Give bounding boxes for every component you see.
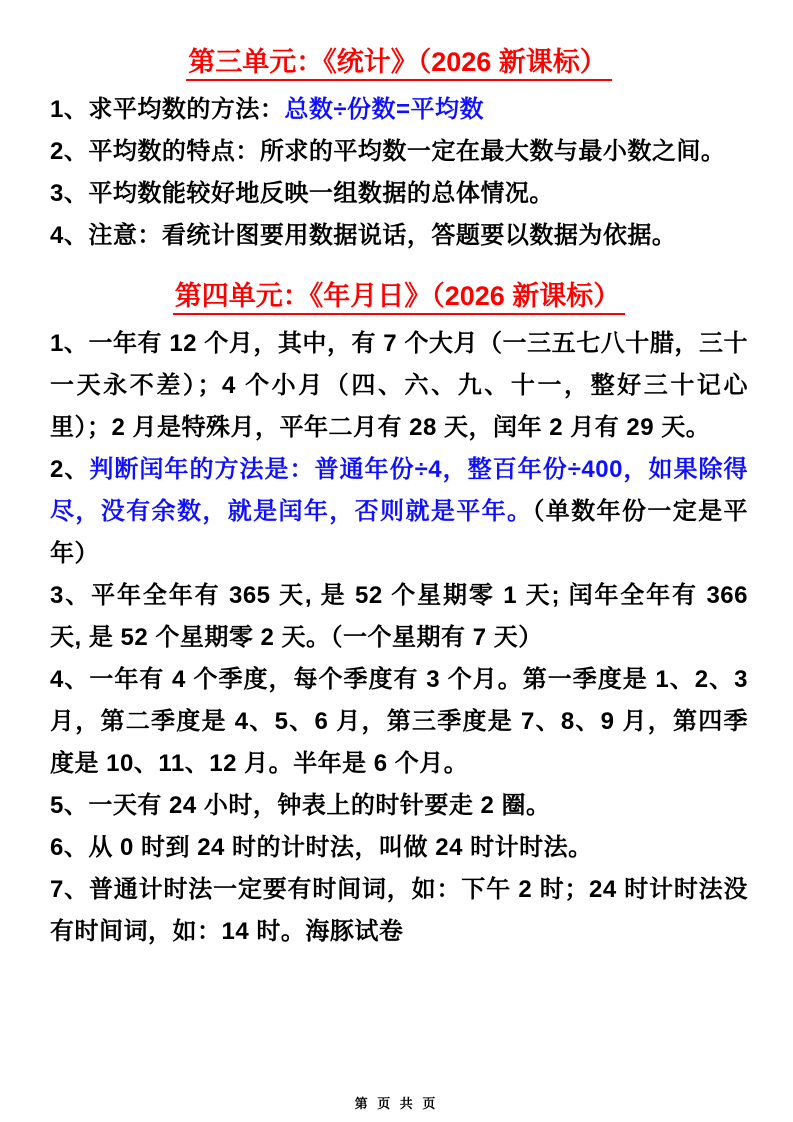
text-segment: 1、一年有 12 个月，其中，有 7 个大月（一三五七八十腊，三十一天永不差）；4 个小月（四、六、九、十一，整好三十记心里）；2 月是特殊月，平年二月有 28 天，闰年 2 月有 29 天。 xyxy=(50,330,748,441)
unit4-note-6 xyxy=(50,827,748,869)
unit3-note-4 xyxy=(50,215,748,257)
text-segment: （单数年份一定是平年） xyxy=(50,498,749,567)
unit3-note-1 xyxy=(50,89,748,131)
unit4-note-3 xyxy=(50,575,748,659)
section-unit4 xyxy=(50,276,748,953)
section-unit3-title xyxy=(50,42,748,82)
text-segment: 7、普通计时法一定要有时间词，如：下午 2 时；24 时计时法没有时间词，如：14 时。海豚试卷 xyxy=(50,876,748,945)
unit4-note-7 xyxy=(50,869,748,953)
section-unit4-title xyxy=(50,276,748,316)
unit3-note-2 xyxy=(50,131,748,173)
page-number-footer: 第 页 共 页 xyxy=(354,1096,439,1111)
unit3-note-3 xyxy=(50,173,748,215)
text-segment: 4、注意：看统计图要用数据说话，答题要以数据为依据。 xyxy=(50,222,677,249)
section-unit3-title-text: 第三单元：《统计》（2026 新课标） xyxy=(186,47,612,81)
unit4-note-4 xyxy=(50,659,748,785)
unit4-note-1 xyxy=(50,323,748,449)
formula-text: 总数÷份数=平均数 xyxy=(284,96,485,123)
unit4-note-5 xyxy=(50,785,748,827)
section-unit3 xyxy=(50,42,748,257)
unit4-note-2 xyxy=(50,449,748,575)
section-unit4-title-text: 第四单元：《年月日》（2026 新课标） xyxy=(173,281,626,315)
text-segment: 5、一天有 24 小时，钟表上的时针要走 2 圈。 xyxy=(50,792,551,819)
text-segment: 3、平年全年有 365 天, 是 52 个星期零 1 天; 闰年全年有 366 天, 是 52 个星期零 2 天。（一个星期有 7 天） xyxy=(50,582,748,651)
text-segment: 2、 xyxy=(50,456,90,483)
text-segment: 2、平均数的特点：所求的平均数一定在最大数与最小数之间。 xyxy=(50,138,726,165)
text-segment: 4、一年有 4 个季度，每个季度有 3 个月。第一季度是 1、2、3 月，第二季度是 4、5、6 月，第三季度是 7、8、9 月，第四季度是 10、11、12 月。半年是 6 个月。 xyxy=(50,666,748,777)
text-segment: 6、从 0 时到 24 时的计时法，叫做 24 时计时法。 xyxy=(50,834,593,861)
text-segment: 1、求平均数的方法： xyxy=(50,96,285,123)
page-content xyxy=(50,42,748,953)
text-segment: 3、平均数能较好地反映一组数据的总体情况。 xyxy=(50,180,554,207)
formula-text: 判断闰年的方法是：普通年份÷4，整百年份÷400，如果除得尽，没有余数，就是闰年，否则就是平年。 xyxy=(50,456,748,525)
